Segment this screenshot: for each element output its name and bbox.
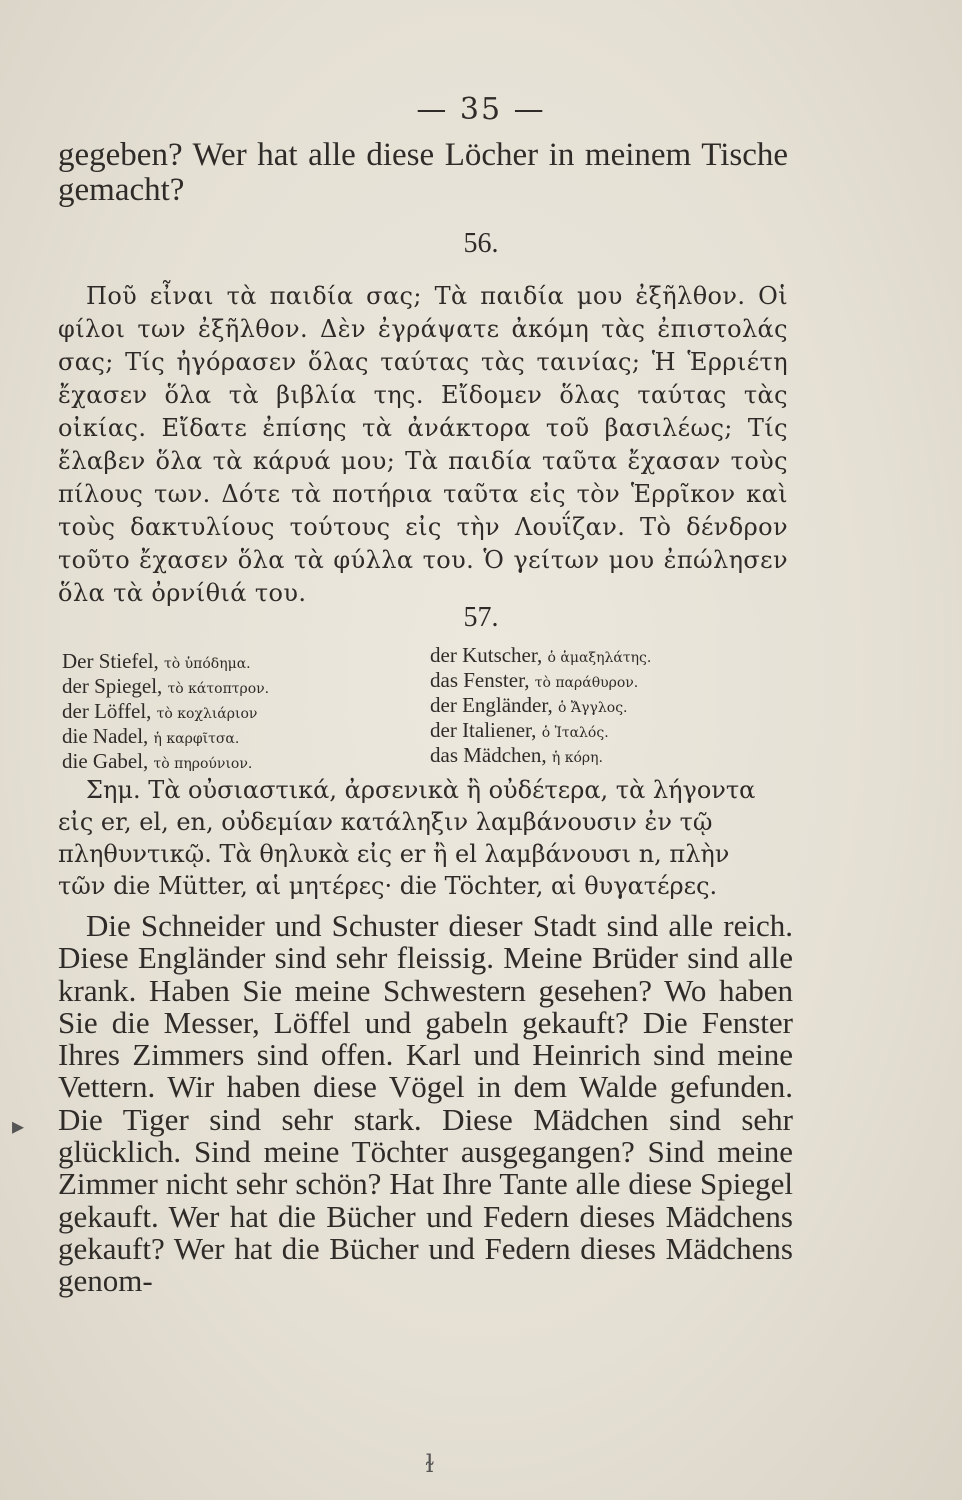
vocab-german: der Engländer, (430, 693, 553, 717)
vocab-item (62, 650, 269, 675)
grammar-note-line: Σημ. Τὰ οὐσιαστικά, ἀρσενικὰ ἢ οὐδέτερα, τὰ λήγοντα (86, 776, 756, 804)
vocab-greek: ὁ Ἰταλός. (541, 725, 609, 741)
grammar-note-line: τῶν die Mütter, αἱ μητέρες· die Töchter, αἱ θυγατέρες. (58, 872, 718, 900)
vocab-german: das Fenster, (430, 668, 530, 692)
vocab-item (62, 675, 269, 700)
vocab-german: der Spiegel, (62, 674, 163, 698)
vocab-greek: ὁ ἁμαξηλάτης. (547, 650, 652, 666)
vocab-greek: τὸ παράθυρον. (534, 675, 639, 691)
vocab-german: der Kutscher, (430, 643, 543, 667)
vocab-greek: τὸ κάτοπτρον. (167, 681, 270, 697)
vocab-greek: ὁ Ἄγγλος. (558, 700, 628, 716)
grammar-note (58, 774, 793, 902)
vocab-german: das Mädchen, (430, 743, 547, 767)
vocab-german: der Italiener, (430, 718, 537, 742)
vocab-item (430, 719, 651, 744)
continued-paragraph: gegeben? Wer hat alle diese Löcher in meinem Tische gemacht? (58, 137, 788, 208)
vocab-greek: ἡ κόρη. (551, 750, 603, 766)
page-number: — 35 — (416, 92, 546, 127)
vocab-greek: τὸ κοχλιάριον (156, 706, 258, 722)
vocab-german: die Nadel, (62, 724, 149, 748)
grammar-note-line: πληθυντικῷ. Τὰ θηλυκὰ εἰς er ἢ el λαμβάνουσι n, πλὴν (58, 840, 730, 868)
vocab-item (62, 725, 269, 750)
exercise-57-number: 57. (463, 602, 499, 633)
vocab-item (430, 744, 651, 769)
grammar-note-line: εἰς er, el, en, οὐδεμίαν κατάληξιν λαμβάνουσιν ἐν τῷ (58, 808, 713, 836)
vocab-list-right (430, 644, 651, 769)
vocab-german: der Löffel, (62, 699, 152, 723)
exercise-56-text: Ποῦ εἶναι τὰ παιδία σας; Τὰ παιδία μου ἐξῆλθον. Οἱ φίλοι των ἐξῆλθον. Δὲν ἐγράψατε ἀκόμη τὰς ἐπιστολάς σας; Τίς ἠγόρασεν ὅλας ταύτας τὰς ταινίας; Ἡ Ἑρριέτη ἔχασεν ὅλα τὰ βιβλία της. Εἴδομεν ὅλας ταύτας τὰς οἰκίας. Εἴδατε ἐπίσης τὰ ἀνάκτορα τοῦ βασιλέως; Τίς ἔλαβεν ὅλα τὰ κάρυά μου; Τὰ παιδία ταῦτα ἔχασαν τοὺς πίλους των. Δότε τὰ ποτήρια ταῦτα εἰς τὸν Ἑρρῖκον καὶ τοὺς δακτυλίους τούτους εἰς τὴν Λουΐζαν. Τὸ δένδρον τοῦτο ἔχασεν ὅλα τὰ φύλλα του. Ὁ γείτων μου ἐπώλησεν ὅλα τὰ ὀρνίθιά του. (58, 282, 788, 607)
margin-mark: ▸ (12, 1112, 25, 1140)
vocab-greek: τὸ πηρούνιον. (153, 756, 253, 772)
vocab-item (62, 700, 269, 725)
ink-speck: ɫ (425, 1450, 435, 1478)
vocab-item (62, 750, 269, 775)
vocab-item (430, 694, 651, 719)
vocab-german: die Gabel, (62, 749, 149, 773)
exercise-56-number: 56. (463, 228, 499, 259)
vocab-german: Der Stiefel, (62, 649, 159, 673)
vocab-item (430, 669, 651, 694)
vocab-greek: τὸ ὑπόδημα. (164, 656, 251, 672)
exercise-58-text: Die Schneider und Schuster dieser Stadt sind alle reich. Diese Engländer sind sehr fleissig. Meine Brüder sind alle krank. Haben Sie meine Schwestern gesehen? Wo haben Sie die Messer, Löffel und gabeln gekauft? Die Fenster Ihres Zimmers sind offen. Karl und Heinrich sind meine Vettern. Wir haben diese Vögel in dem Walde gefunden. Die Tiger sind sehr stark. Diese Mädchen sind sehr glücklich. Sind meine Töchter ausgegangen? Sind meine Zimmer nicht sehr schön? Hat Ihre Tante alle diese Spiegel gekauft. Wer hat die Bücher und Federn dieses Mädchens gekauft? Wer hat die Bücher und Federn dieses Mädchens genom- (58, 908, 793, 1299)
vocab-item (430, 644, 651, 669)
vocab-list-left (62, 650, 269, 775)
vocab-greek: ἡ καρφῖτσα. (153, 731, 240, 747)
